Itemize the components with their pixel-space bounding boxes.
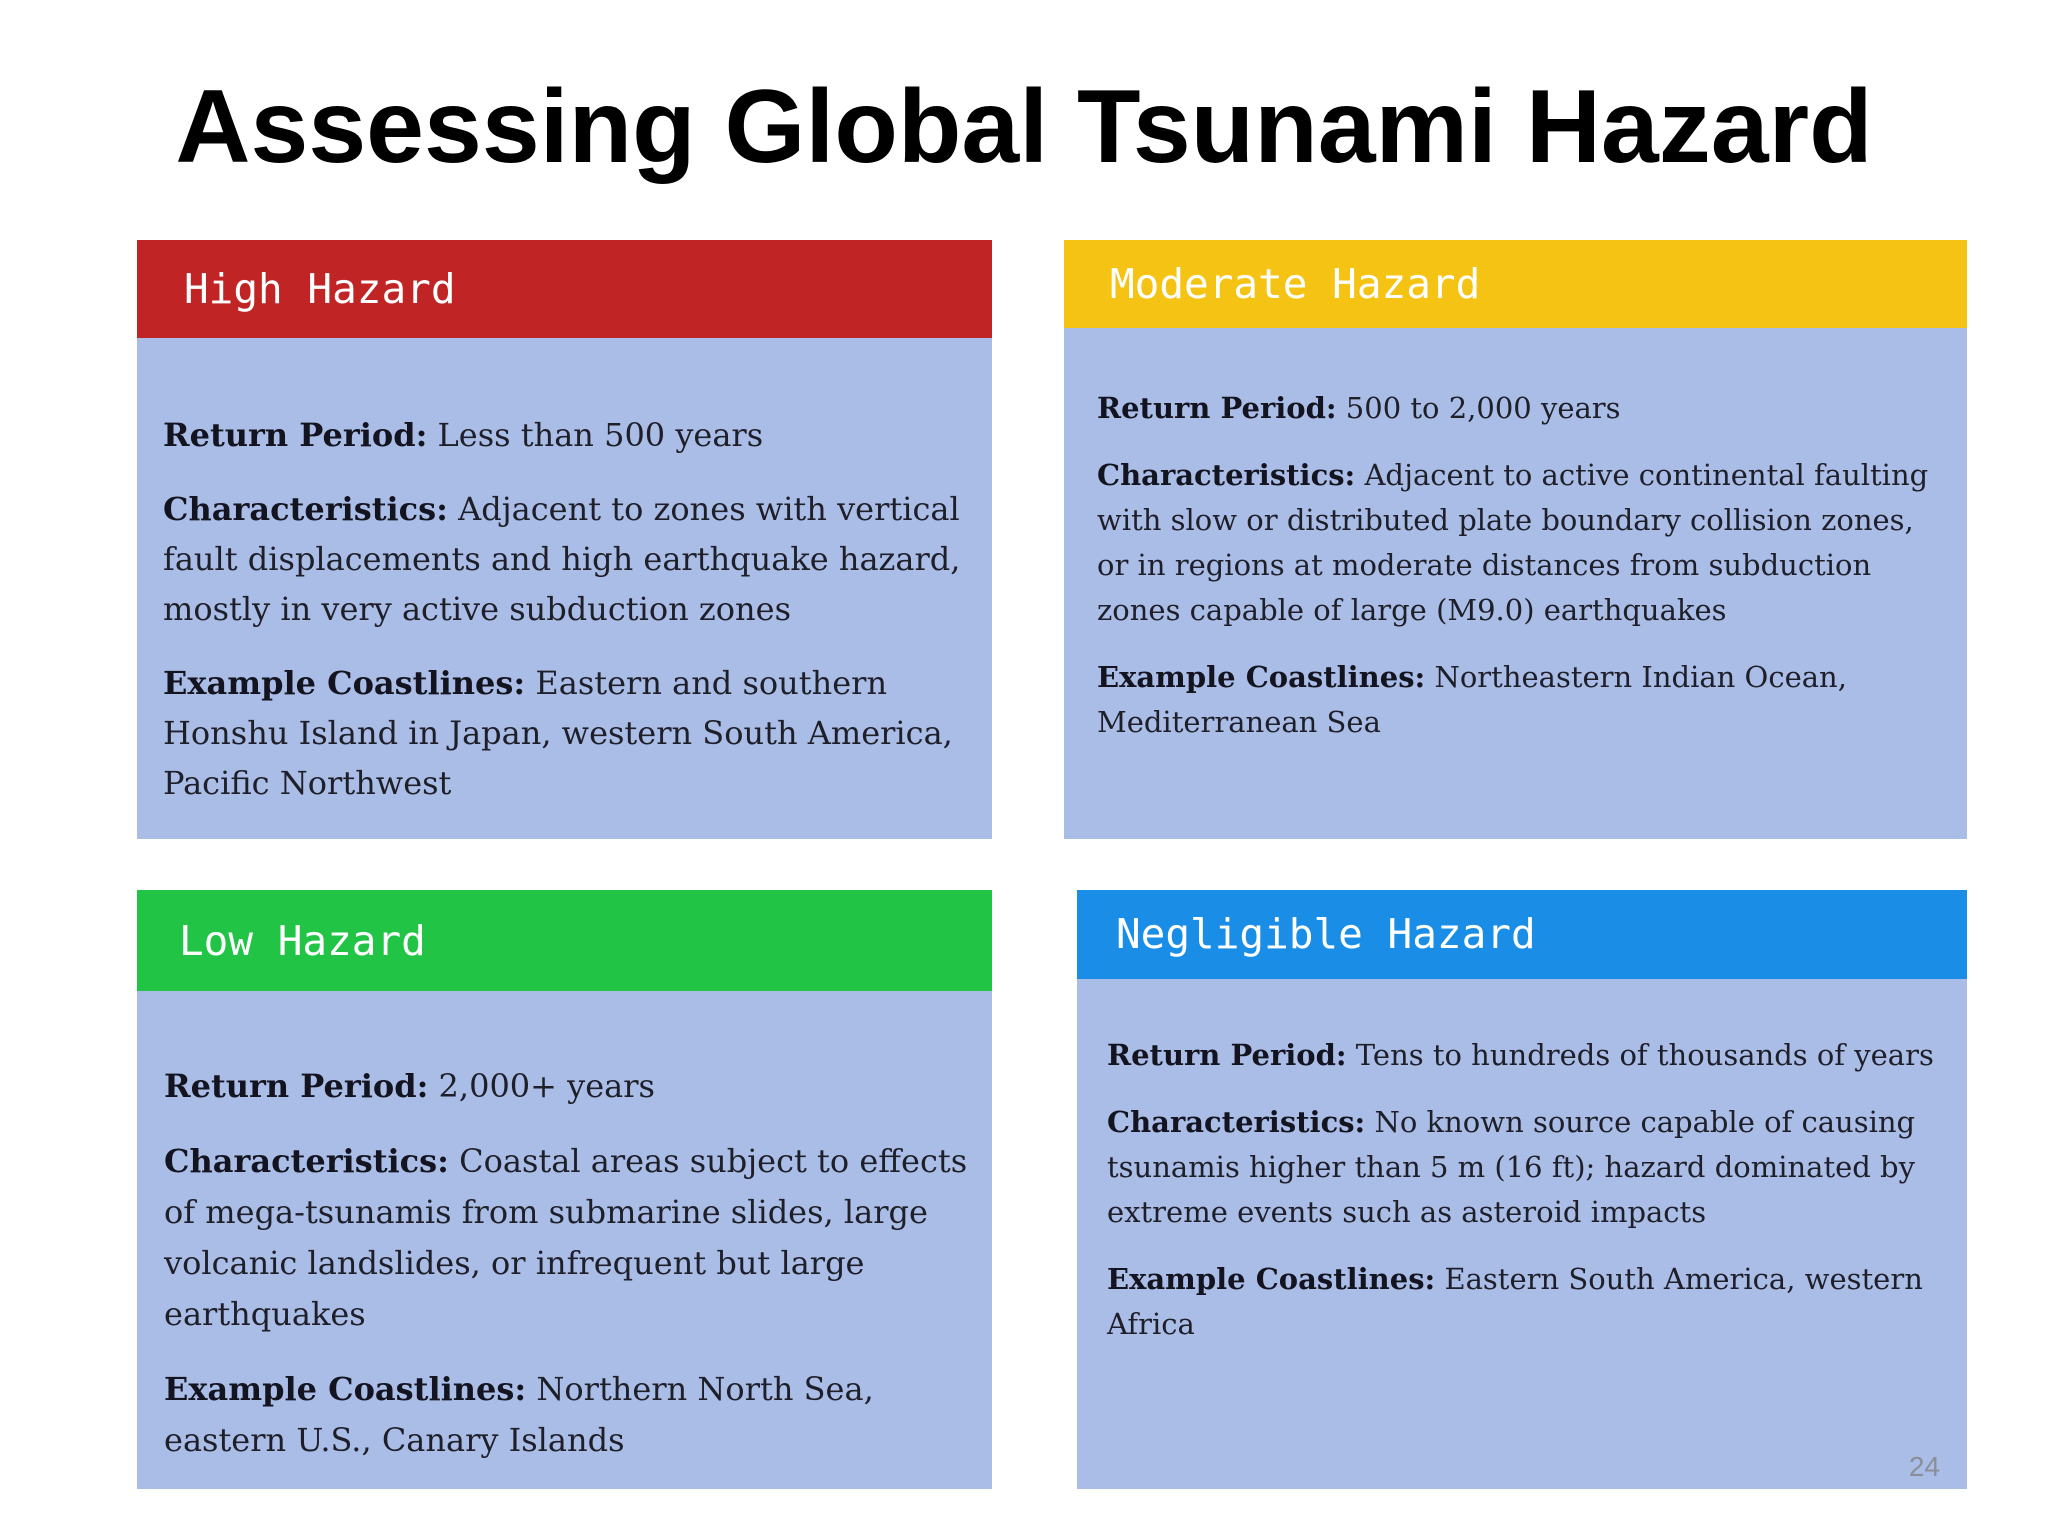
card-negligible-hazard bbox=[1077, 890, 1967, 1489]
card-body-high bbox=[137, 338, 992, 832]
return-period-value: Tens to hundreds of thousands of years bbox=[1346, 1038, 1934, 1072]
example-coastlines bbox=[164, 1364, 972, 1466]
example-coastlines-value: Northeastern Indian Ocean, Mediterranean Sea bbox=[1097, 660, 1847, 739]
characteristics-value: Coastal areas subject to effects of mega-tsunamis from submarine slides, large volcanic landslides, or infrequent but large earthquakes bbox=[164, 1142, 968, 1333]
return-period-label: Return Period: bbox=[164, 1067, 429, 1105]
slide-title: Assessing Global Tsunami Hazard bbox=[175, 69, 1873, 185]
example-coastlines bbox=[163, 658, 972, 808]
characteristics bbox=[164, 1136, 972, 1340]
card-header-moderate: Moderate Hazard bbox=[1064, 240, 1967, 328]
example-coastlines-value: Eastern South America, western Africa bbox=[1107, 1262, 1923, 1341]
return-period-label: Return Period: bbox=[163, 416, 428, 454]
characteristics bbox=[163, 484, 972, 634]
return-period bbox=[1107, 1033, 1949, 1078]
return-period-value: 2,000+ years bbox=[428, 1067, 655, 1105]
card-low-hazard bbox=[137, 890, 992, 1489]
example-coastlines-label: Example Coastlines: bbox=[1097, 660, 1426, 694]
characteristics bbox=[1107, 1100, 1949, 1235]
return-period bbox=[164, 1061, 972, 1112]
card-high-hazard bbox=[137, 240, 992, 839]
example-coastlines bbox=[1097, 655, 1949, 745]
characteristics-value: Adjacent to zones with vertical fault displacements and high earthquake hazard, mostly in very active subduction zones bbox=[163, 490, 961, 628]
characteristics bbox=[1097, 453, 1949, 633]
example-coastlines-value: Eastern and southern Honshu Island in Japan, western South America, Pacific Northwest bbox=[163, 664, 953, 802]
return-period-label: Return Period: bbox=[1097, 391, 1337, 425]
card-header-high: High Hazard bbox=[137, 240, 992, 338]
characteristics-value: No known source capable of causing tsunamis higher than 5 m (16 ft); hazard dominated by extreme events such as asteroid impacts bbox=[1107, 1105, 1916, 1229]
characteristics-label: Characteristics: bbox=[1107, 1105, 1366, 1139]
characteristics-label: Characteristics: bbox=[164, 1142, 449, 1180]
card-header-negligible: Negligible Hazard bbox=[1077, 890, 1967, 979]
return-period bbox=[1097, 386, 1949, 431]
example-coastlines-value: Northern North Sea, eastern U.S., Canary Islands bbox=[164, 1370, 874, 1459]
return-period-value: Less than 500 years bbox=[427, 416, 764, 454]
card-body-low bbox=[137, 991, 992, 1490]
return-period-value: 500 to 2,000 years bbox=[1336, 391, 1621, 425]
example-coastlines-label: Example Coastlines: bbox=[1107, 1262, 1436, 1296]
characteristics-value: Adjacent to active continental faulting with slow or distributed plate boundary collision zones, or in regions at moderate distances from subduction zones capable of large (M9.0) earthquakes bbox=[1097, 458, 1929, 627]
card-moderate-hazard bbox=[1064, 240, 1967, 839]
characteristics-label: Characteristics: bbox=[163, 490, 448, 528]
page-number: 24 bbox=[1908, 1451, 1940, 1482]
card-header-low: Low Hazard bbox=[137, 890, 992, 991]
card-body-negligible bbox=[1077, 979, 1967, 1369]
example-coastlines bbox=[1107, 1257, 1949, 1347]
return-period-label: Return Period: bbox=[1107, 1038, 1347, 1072]
example-coastlines-label: Example Coastlines: bbox=[163, 664, 526, 702]
return-period bbox=[163, 410, 972, 460]
example-coastlines-label: Example Coastlines: bbox=[164, 1370, 527, 1408]
characteristics-label: Characteristics: bbox=[1097, 458, 1356, 492]
card-body-moderate bbox=[1064, 328, 1967, 767]
